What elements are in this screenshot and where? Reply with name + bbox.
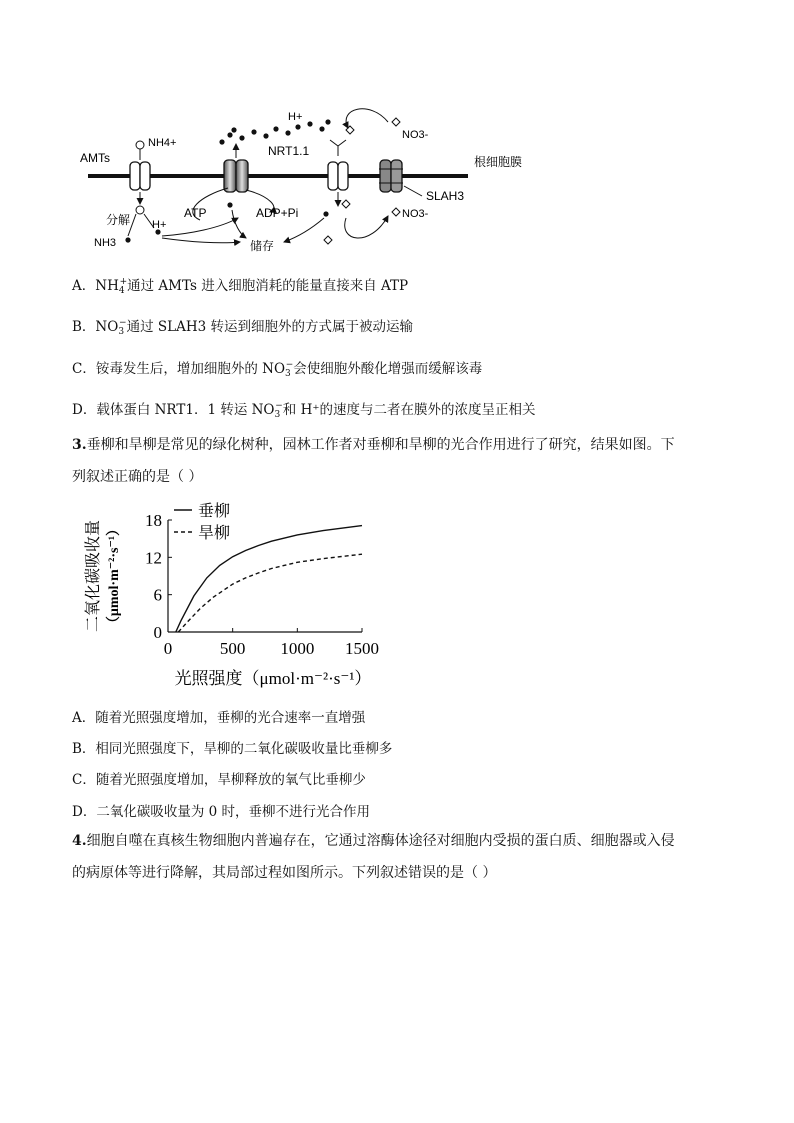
no3-bottom-label: NO3- (402, 208, 429, 220)
option-letter: A． (72, 278, 96, 294)
nrt11-label: NRT1.1 (268, 144, 310, 158)
outside-particles (219, 119, 330, 144)
ion-subscript: 3 (118, 327, 125, 337)
y-axis-unit-label: （μmol·m⁻²·s⁻¹） (107, 521, 122, 631)
nh3-label: NH3 (94, 237, 117, 249)
q3-option-a: A．随着光照强度增加，垂柳的光合速率一直增强 (72, 710, 366, 726)
hplus-top-label: H+ (288, 111, 303, 123)
slah3-label: SLAH3 (426, 189, 465, 203)
ion-subscript: 3 (274, 410, 281, 420)
ion-charge: − (275, 401, 283, 411)
atp-channel (224, 160, 248, 192)
q2-option-a (72, 274, 408, 296)
nrt11-transporter (328, 162, 348, 190)
q4-stem-line2: 的病原体等进行降解，其局部过程如图所示。下列叙述错误的是（ ） (72, 865, 497, 881)
option-text-post: 通过 AMTs 进入细胞消耗的能量直接来自 ATP (127, 278, 409, 294)
option-letter: D． (72, 402, 97, 418)
option-text-pre: 载体蛋白 NRT1．1 转运 NO (96, 402, 275, 418)
q4-stem-text: 细胞自噬在真核生物细胞内普遍存在，它通过溶酶体途径对细胞内受损的蛋白质、细胞器或入侵 (86, 833, 675, 849)
q3-stem-text: 垂柳和旱柳是常见的绿化树种，园林工作者对垂柳和旱柳的光合作用进行了研究，结果如图。下 (86, 437, 675, 453)
y-tick-label: 6 (153, 585, 162, 605)
x-tick-label: 1000 (280, 639, 315, 658)
y-axis-label: 二氧化碳吸收量 (85, 519, 102, 633)
q3-number: 3. (72, 437, 87, 453)
option-letter: B． (72, 319, 96, 335)
legend-label-2: 旱柳 (198, 525, 231, 542)
option-text-pre: NO (95, 319, 119, 335)
y-tick-label: 12 (145, 548, 162, 568)
series-line-2 (178, 554, 362, 632)
option-text-post: 和 H⁺的速度与二者在膜外的浓度呈正相关 (282, 402, 536, 418)
nh4-label: NH4+ (148, 137, 177, 149)
option-text-post: 通过 SLAH3 转运到细胞外的方式属于被动运输 (126, 319, 414, 335)
q3-stem-line1 (72, 434, 675, 454)
transport-diagram (70, 100, 523, 255)
ion-subscript: 4 (118, 286, 125, 296)
x-tick-label: 0 (163, 639, 173, 658)
membrane-label: 根细胞膜 (474, 155, 523, 169)
q4-stem-line1 (72, 830, 675, 850)
x-tick-label: 500 (219, 639, 246, 658)
storage-label: 储存 (250, 239, 275, 253)
ion-subscript: 3 (285, 369, 291, 379)
ion-charge: − (285, 360, 294, 370)
decompose-label: 分解 (106, 213, 131, 227)
q3-stem-line2: 列叙述正确的是（ ） (72, 469, 203, 485)
q2-option-d (72, 398, 536, 420)
ion-charge: + (119, 277, 128, 287)
option-text-post: 会使细胞外酸化增强而缓解该毒 (293, 361, 483, 377)
q3-option-c: C．随着光照强度增加，旱柳释放的氧气比垂柳少 (72, 772, 366, 788)
q3-option-d: D．二氧化碳吸收量为 0 时，垂柳不进行光合作用 (72, 804, 370, 820)
slah3-channel (379, 160, 403, 192)
adp-label: ADP+Pi (256, 206, 299, 220)
q2-option-b (72, 315, 413, 337)
legend-label-1: 垂柳 (198, 503, 231, 520)
no3-top-label: NO3- (402, 129, 429, 141)
x-axis-label: 光照强度（μmol·m⁻²·s⁻¹） (174, 669, 372, 688)
amts-label: AMTs (80, 151, 110, 165)
hplus-bottom-label: H+ (152, 219, 167, 231)
y-tick-label: 0 (153, 623, 162, 642)
photosynthesis-chart (78, 498, 398, 693)
nh3-dot (125, 237, 130, 242)
option-text-pre: 铵毒发生后，增加细胞外的 NO (95, 361, 286, 377)
q4-number: 4. (72, 833, 87, 849)
ion-charge: − (119, 318, 127, 328)
amts-transporter (130, 162, 150, 190)
q2-option-c (72, 357, 482, 379)
y-tick-label: 18 (145, 511, 162, 530)
atp-label: ATP (184, 206, 207, 220)
x-tick-label: 1500 (345, 639, 379, 658)
option-text-pre: NH (95, 278, 119, 294)
option-letter: C． (72, 361, 96, 377)
q3-option-b: B．相同光照强度下，旱柳的二氧化碳吸收量比垂柳多 (72, 741, 393, 757)
